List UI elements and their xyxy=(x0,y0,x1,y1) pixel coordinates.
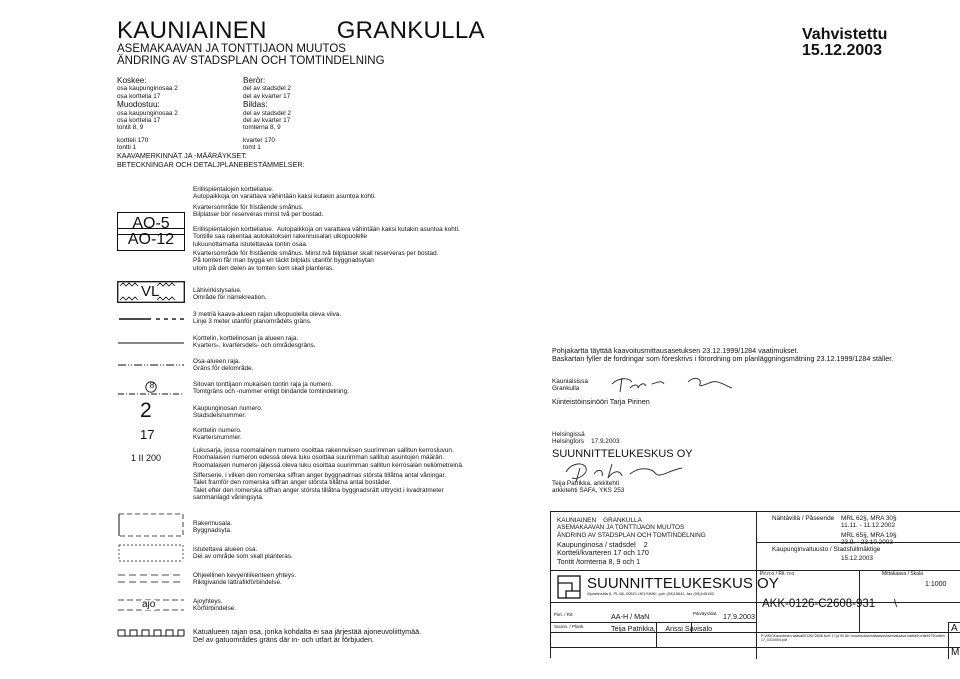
scope-line: kvarter 170 xyxy=(243,136,275,144)
tb-visible-date: 11.11. - 11.12.2002 xyxy=(841,522,896,530)
tb-approval-date: 15.12.2003 xyxy=(841,555,873,562)
plot-boundary-text xyxy=(193,381,349,396)
legend-line: Istutettava alueen osa. xyxy=(193,546,258,553)
legend-line: Lähivirkistysalue. xyxy=(193,287,242,294)
tb-scale-label: Mittakaava / Skala xyxy=(882,571,923,577)
sub-area-boundary-text xyxy=(193,358,253,373)
legend-line: utom på den delen av tomten som skall planteras. xyxy=(193,264,335,272)
ao5-code: AO-5 xyxy=(132,214,170,232)
surveyor-signature xyxy=(608,372,738,396)
signer-title: arkkitehti SAFA, YKS 253 xyxy=(552,487,625,495)
scope-sv xyxy=(243,76,363,151)
tb-visible-label: Nähtävillä / Påseende xyxy=(772,515,835,522)
legend-line: 3 metriä kaava-alueen rajan ulkopuolella oleva viiva. xyxy=(193,311,342,318)
tb-drawing-mark: \ xyxy=(894,598,898,610)
signing-place-date: Helsingfors 17.9.2003 xyxy=(552,438,620,446)
legend-line: Sitovan tonttijaon mukaisen tontin raja ja numero. xyxy=(193,381,333,388)
legend-line: sammanlagd våningsyta. xyxy=(193,494,264,502)
legend-line: Osa-alueen raja. xyxy=(193,358,241,365)
legend-line: Del av område som skall planteras. xyxy=(193,553,293,561)
tb-visible-date: MRL 62§, MRA 30§ xyxy=(841,515,897,522)
base-map-fi: Pohjakartta täyttää kaavoitusmittausasetuksen 23.12.1999/1284 vaatimukset. xyxy=(552,346,799,355)
legend-line: Gräns för delområde. xyxy=(193,365,254,373)
scope-line: osa korttelia 17 xyxy=(117,92,161,100)
legend-line: Kvartersnummer. xyxy=(193,434,242,442)
ao12-text xyxy=(193,226,460,272)
legend-line: Roomalaisen numeron jäljessä oleva luku osoittaa suurimman sallitun kerrosalan neliömetreinä. xyxy=(193,461,464,469)
legend-line: Katualueen rajan osa, jonka kohdalta ei saa järjestää ajoneuvoliittymää. xyxy=(193,627,422,636)
drive-access-label: ajo xyxy=(142,599,156,610)
legend-line: Erillispientalojen korttelialue. xyxy=(193,186,274,193)
company-logo-icon xyxy=(557,575,581,599)
tb-drawing-no: AKK-0126-C2608-931 xyxy=(762,598,876,610)
scope-line: osa kaupunginosaa 2 xyxy=(117,85,178,93)
vl-text xyxy=(193,287,267,302)
scope-head: Berör: xyxy=(243,76,266,85)
scope-line: osa korttelia 17 xyxy=(117,116,161,124)
signing-block xyxy=(552,431,620,446)
base-map-org xyxy=(552,378,588,393)
drive-access-text xyxy=(193,598,236,613)
signer-block xyxy=(552,480,624,495)
block-number: 17 xyxy=(140,427,155,442)
scope-line: tontit 8, 9 xyxy=(117,124,144,132)
block-number-text xyxy=(193,427,242,442)
tb-file-path: P:\AKK\Kauniainen kaavat\0126C2608 Kort 17 ja 90 AK-muutos\Asemakaava\Asemakaava kartta\Kortteli17\Kortteli17_0310004.pdf xyxy=(761,634,945,643)
subtitle-fi: ASEMAKAAVAN JA TONTTIJAON MUUTOS xyxy=(117,43,346,55)
tb-scale: 1:1000 xyxy=(925,581,947,588)
title-fi: KAUNIAINEN xyxy=(117,17,267,44)
district-number-text xyxy=(193,405,263,420)
legend-line: Kvarters-, kvartersdels- och områdesgräns. xyxy=(193,342,316,350)
scope-line: tontti 1 xyxy=(117,144,137,151)
legend-line: Rakennusala. xyxy=(193,520,233,527)
org-sv: Grankulla xyxy=(552,385,580,393)
legend-line: Talet framför den romerska siffran anger största tillåtna antal bostäder. xyxy=(193,479,392,487)
title-sv: GRANKULLA xyxy=(336,17,485,44)
org-fi: Kauniaisissa xyxy=(552,378,588,385)
scope-line: del av stadsdel 2 xyxy=(243,109,291,117)
tb-desc-sv: ÄNDRING AV STADSPLAN OCH TOMTINDELNING xyxy=(557,531,706,539)
scope-head: Koskee: xyxy=(117,76,147,85)
legend-line: Körförbindelse. xyxy=(193,605,236,613)
scope-line: kortteli 170 xyxy=(117,136,149,144)
title-block xyxy=(550,511,960,658)
legend-line: Roomalaisen numeron edessä oleva luku osoittaa suurimman sallitun asuntojen määrän. xyxy=(193,454,445,462)
surveyor-name: Kiinteistöinsinööri Tarja Pirinen xyxy=(552,397,650,406)
no-vehicle-access-symbol xyxy=(117,627,185,639)
no-vehicle-access-text xyxy=(193,628,421,645)
legend-line: Korttelin numero. xyxy=(193,427,242,434)
three-meter-line-symbol xyxy=(117,316,185,322)
legend-line: Autopaikkoja on varattava vähintään kaksi kutakin asuntoa kohti. xyxy=(193,193,376,201)
status-label: Vahvistettu xyxy=(802,26,888,43)
tb-blocks: Kortteli/kvarteren 17 och 170 xyxy=(557,548,649,558)
scope-line: osa kaupunginosaa 2 xyxy=(117,109,178,117)
scope-head: Muodostuu: xyxy=(117,100,160,110)
legend-line: Ajoyhteys. xyxy=(193,598,223,605)
plot-number: 8 xyxy=(149,381,155,390)
tb-date-val: 17.9.2003 xyxy=(723,612,755,621)
title-block-project xyxy=(557,517,706,566)
legend-line: Bilplatser bör reserveras minst två per bostad. xyxy=(193,211,324,219)
signing-company: SUUNNITTELUKESKUS OY xyxy=(552,448,693,460)
sub-area-boundary-symbol xyxy=(117,362,185,368)
scope-line: del av kvarter 17 xyxy=(243,116,291,124)
tb-muni: KAUNIAINEN GRANKULLA xyxy=(557,517,642,524)
legend-line: Tontille saa rakentaa autokatoksen rakennusalan ulkopuolelle xyxy=(193,233,368,241)
legend-line: Lukusarja, jossa roomalainen numero osoittaa rakennuksen suurimman sallitun kerrosluvun. xyxy=(193,447,454,454)
building-area-text xyxy=(193,520,232,535)
tb-visible-dates xyxy=(841,515,897,546)
base-map-statement xyxy=(552,347,893,364)
legend-line: Del av gatuområdes gräns där in- och utfart är förbjuden. xyxy=(193,635,374,645)
legend-line: Linje 3 meter utanför planområdets gräns. xyxy=(193,318,312,326)
tb-area: Kaupunginosa / stadsdel 2 xyxy=(557,540,648,550)
vl-code: VL xyxy=(141,283,160,300)
legend-heading-fi: KAAVAMERKINNÄT JA -MÄÄRÄYKSET: xyxy=(117,151,247,160)
legend-line: Byggnadsyta. xyxy=(193,527,232,535)
building-area-symbol xyxy=(117,512,185,538)
subtitle-sv: ÄNDRING AV STADSPLAN OCH TOMTINDELNING xyxy=(117,55,385,67)
tb-company: SUUNNITTELUKESKUS OY xyxy=(587,575,779,592)
page-title xyxy=(117,17,485,45)
planting-area-text xyxy=(193,546,293,561)
ao12-code-box xyxy=(117,228,185,251)
tb-designers: Teija Patrikka, Anssi Savisalo xyxy=(611,624,713,633)
base-map-sv: Baskartan fyller de fordringar som föreskrivs i förordning om planläggningsmätning 23.12.1999/1284 ställer. xyxy=(552,354,894,364)
scope-line: tomt 1 xyxy=(243,144,261,151)
tb-hdr-val: AA-H / MaN xyxy=(611,612,650,621)
tb-company-addr: Opastinsilta 6, PL 68, 00521 HELSINKI, puh (09)15641, fax (09)145150 xyxy=(587,591,714,596)
scope-fi xyxy=(117,76,237,151)
tb-date-label: Päiväys/dat. xyxy=(693,611,718,616)
tb-sheet-m: M xyxy=(951,647,960,658)
tb-visible-date: MRL 65§, MRA 19§ xyxy=(841,531,897,539)
light-traffic-route-text xyxy=(193,572,296,587)
tb-approval-label: Kaupunginvaltuusto / Stadsfullmäktige xyxy=(772,546,881,553)
legend-line: Riktgivande lättrafikförbindelse. xyxy=(193,579,282,587)
three-meter-line-text xyxy=(193,311,341,326)
tb-visible-date: 23.9. - 23.10.2003 xyxy=(841,539,893,547)
ao5-text xyxy=(193,186,376,218)
block-boundary-symbol xyxy=(117,340,185,346)
signer: Teija Patrikka, arkkitehti xyxy=(552,480,620,487)
scope-head: Bildas: xyxy=(243,100,268,110)
tb-hdr-label: Piirt. / Rit. xyxy=(554,612,574,617)
tb-sheet-a: A xyxy=(951,623,958,634)
legend-line: Område för närrekreation. xyxy=(193,294,267,302)
legend-line: Kaupunginosan numero. xyxy=(193,405,263,412)
legend-line: Tomtgräns och -nummer enligt bindande tomtindelning. xyxy=(193,388,349,396)
legend-line: Talet efter den romerska siffran anger största tillåtna byggnadsrätt uttryckt i kvadratmeter xyxy=(193,486,444,494)
planting-area-symbol xyxy=(117,543,185,563)
tb-designer-label: Suunn. / Plank. xyxy=(554,624,585,629)
ao12-code: AO-12 xyxy=(127,230,175,248)
legend-line: lukuunottamatta istutettavaa tontin osaa. xyxy=(193,240,308,248)
scope-line: del av kvarter 17 xyxy=(243,92,291,100)
floor-area-text xyxy=(193,447,464,502)
legend-line: Stadsdelsnummer. xyxy=(193,412,246,420)
legend-line: Kvartersområde för fristående småhus. Minst två bilplatser skall reserveras per bostad. xyxy=(193,250,439,258)
tb-desc-fi: ASEMAKAAVAN JA TONTTIJAON MUUTOS xyxy=(557,524,685,532)
district-number: 2 xyxy=(140,399,152,422)
legend-line: Kvartersområde för fristående småhus. xyxy=(193,203,304,211)
tb-projno-label: Pir.n:o / Rit. n:o xyxy=(760,571,795,577)
block-boundary-text xyxy=(193,335,316,350)
legend-line: Sifferserie, i vilken den romerska siffran anger byggnadrnas största tillåtna antal våningar. xyxy=(193,472,447,480)
signing-place: Helsingissä xyxy=(552,431,585,438)
tb-plots: Tontit /tomterna 8, 9 och 1 xyxy=(557,556,641,566)
legend-heading-sv: BETECKNINGAR OCH DETALJPLANEBESTÄMMELSER: xyxy=(117,160,305,169)
status-date: 15.12.2003 xyxy=(802,42,883,59)
legend-line: På tomten får man bygga en täckt bilplats utanför byggnadsytan xyxy=(193,257,374,265)
scope-line: del av stadsdel 2 xyxy=(243,85,291,93)
legend-line: Ohjeellinen kevyenliikenteen yhteys. xyxy=(193,572,297,579)
floor-area-series: 1 II 200 xyxy=(131,453,162,463)
light-traffic-route-symbol xyxy=(117,571,185,585)
legend-line: Erillispientalojen korttelialue. Autopaikkoja on varattava vähintään kaksi kutakin asuntoa kohti. xyxy=(193,226,460,233)
legend-line: Korttelin, korttelinosan ja alueen raja. xyxy=(193,335,299,342)
scope-line: tomterna 8, 9 xyxy=(243,124,281,132)
